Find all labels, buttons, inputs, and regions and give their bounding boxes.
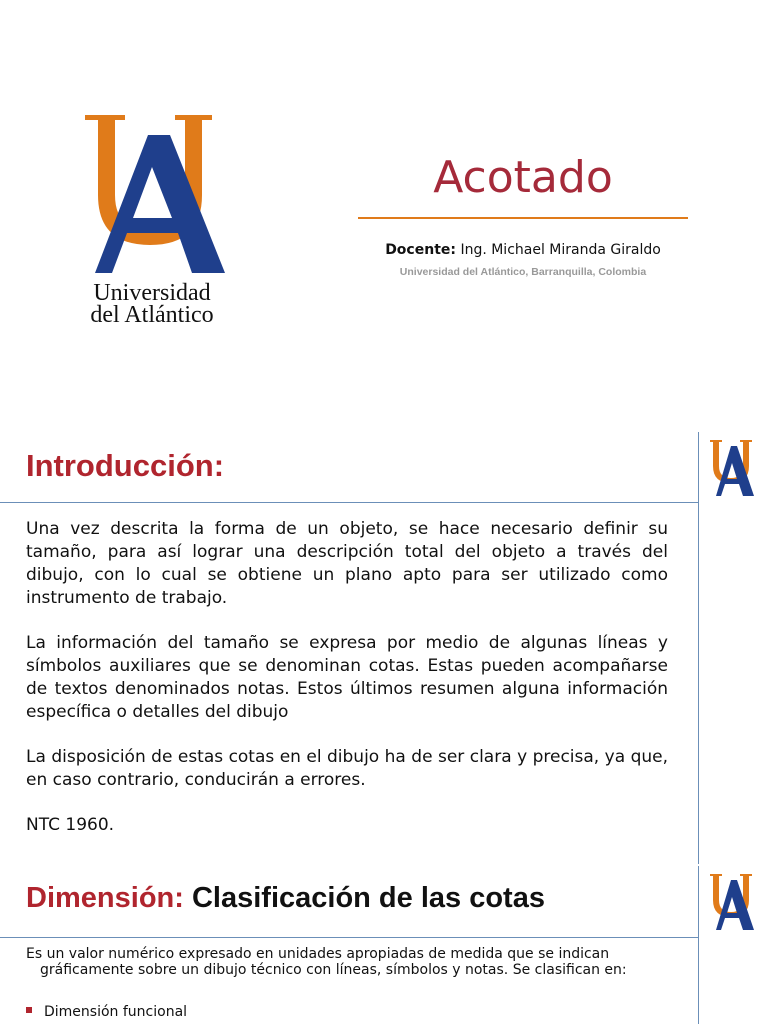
intro-heading: Introducción: bbox=[26, 448, 225, 483]
affiliation: Universidad del Atlántico, Barranquilla, Colombia bbox=[399, 266, 647, 278]
logo-text-line1: Universidad bbox=[93, 280, 211, 306]
intro-divider bbox=[0, 502, 698, 503]
dimension-heading bbox=[26, 882, 545, 915]
dimension-text-line2: gráficamente sobre un dibujo técnico con líneas, símbolos y notas. Se clasifican en: bbox=[40, 962, 627, 978]
small-logo-icon bbox=[706, 436, 758, 500]
slide-title: Acotado bbox=[433, 152, 613, 203]
docente-label: Docente: bbox=[385, 242, 456, 258]
vertical-divider-2 bbox=[698, 866, 699, 1024]
intro-paragraph-2: La información del tamaño se expresa por medio de algunas líneas y símbolos auxiliares que se denominan cotas. Estas pueden acompañarse de textos denominados notas. Estos últimos resumen alguna información específica o detalles del dibujo bbox=[26, 633, 668, 722]
logo-text-line2: del Atlántico bbox=[90, 302, 214, 328]
dimension-heading-black: Clasificación de las cotas bbox=[191, 882, 545, 914]
bullet-item bbox=[26, 1004, 187, 1020]
intro-paragraph-3: La disposición de estas cotas en el dibujo ha de ser clara y precisa, ya que, en caso contrario, conducirán a errores. bbox=[26, 747, 668, 790]
dimension-body bbox=[26, 946, 668, 978]
title-divider bbox=[358, 217, 688, 219]
intro-paragraph-4: NTC 1960. bbox=[26, 815, 115, 835]
dimension-divider bbox=[0, 937, 698, 938]
dimension-text-line1: Es un valor numérico expresado en unidades apropiadas de medida que se indican bbox=[26, 946, 610, 962]
bullet-label: Dimensión funcional bbox=[44, 1004, 188, 1020]
bullet-square-icon bbox=[26, 1007, 32, 1013]
vertical-divider-1 bbox=[698, 432, 699, 864]
docente-line bbox=[358, 242, 688, 258]
dimension-heading-red: Dimensión: bbox=[26, 882, 184, 914]
intro-paragraph-1: Una vez descrita la forma de un objeto, se hace necesario definir su tamaño, para así lograr una descripción total del objeto a través del dibujo, con lo cual se obtiene un plano apto para ser utilizado como instrumento de trabajo. bbox=[26, 519, 668, 608]
docente-name: Ing. Michael Miranda Giraldo bbox=[460, 242, 661, 258]
small-logo-icon-2 bbox=[706, 870, 758, 934]
intro-body bbox=[26, 518, 668, 859]
university-logo bbox=[30, 95, 275, 340]
